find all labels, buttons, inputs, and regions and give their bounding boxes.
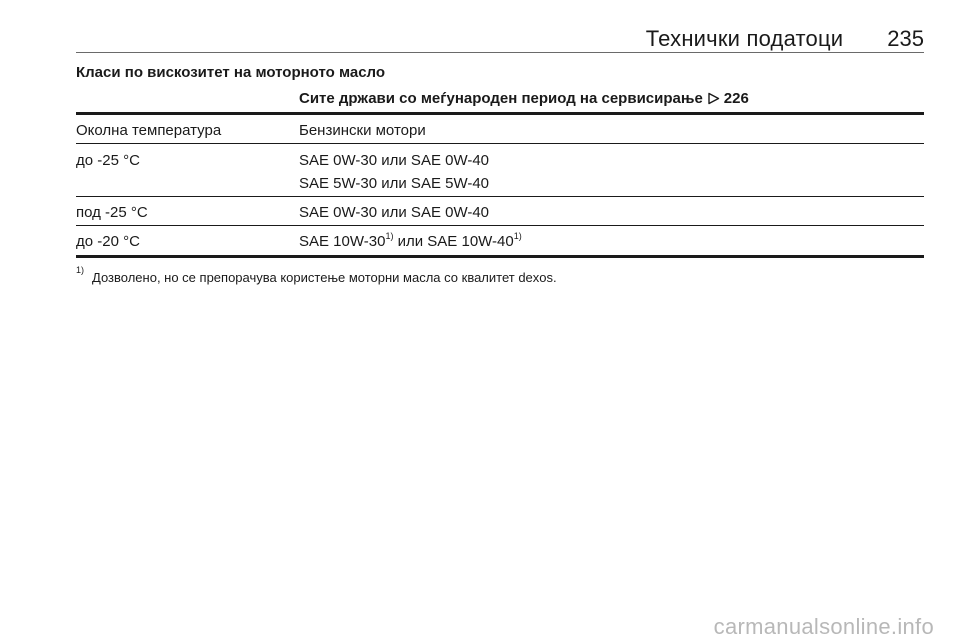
arrow-reference-icon	[707, 92, 720, 105]
row3-oil-a: SAE 10W-30	[299, 233, 386, 250]
row3-temperature: до -20 °C	[76, 233, 140, 250]
footnote-text: Дозволено, но се препорачува користење моторни масла со квалитет dexos.	[92, 270, 557, 285]
footnote-marker: 1)	[76, 265, 85, 275]
page-header	[76, 26, 924, 52]
footnote-ref: 1)	[385, 231, 394, 241]
section-title: Класи по вискозитет на моторното масло	[76, 64, 386, 81]
row3-oil	[299, 233, 522, 251]
watermark: carmanualsonline.info	[713, 614, 934, 639]
row2-oil-1: SAE 0W-30 или SAE 0W-40	[299, 204, 490, 221]
row3-oil-mid: или SAE 10W-40	[393, 233, 514, 250]
footnote	[76, 265, 557, 285]
table-bottom-rule	[76, 255, 924, 258]
row1-temperature: до -25 °C	[76, 152, 140, 169]
table-top-header-text: Сите држави со меѓународен период на сервисирање	[299, 90, 703, 107]
chapter-title: Технички податоци	[645, 26, 844, 51]
row-divider	[76, 143, 924, 144]
reference-page-link[interactable]: 226	[723, 90, 749, 107]
column-header-petrol-engines: Бензински мотори	[299, 122, 426, 139]
row-divider	[76, 196, 924, 197]
row-divider	[76, 225, 924, 226]
table-top-header	[299, 90, 749, 107]
header-divider	[76, 52, 924, 53]
row1-oil-1: SAE 0W-30 или SAE 0W-40	[299, 152, 490, 169]
column-header-temperature: Околна температура	[76, 122, 222, 139]
page-number: 235	[887, 26, 924, 51]
row2-temperature: под -25 °C	[76, 204, 148, 221]
row1-oil-2: SAE 5W-30 или SAE 5W-40	[299, 175, 490, 192]
footnote-ref: 1)	[513, 231, 522, 241]
table-top-rule	[76, 112, 924, 115]
